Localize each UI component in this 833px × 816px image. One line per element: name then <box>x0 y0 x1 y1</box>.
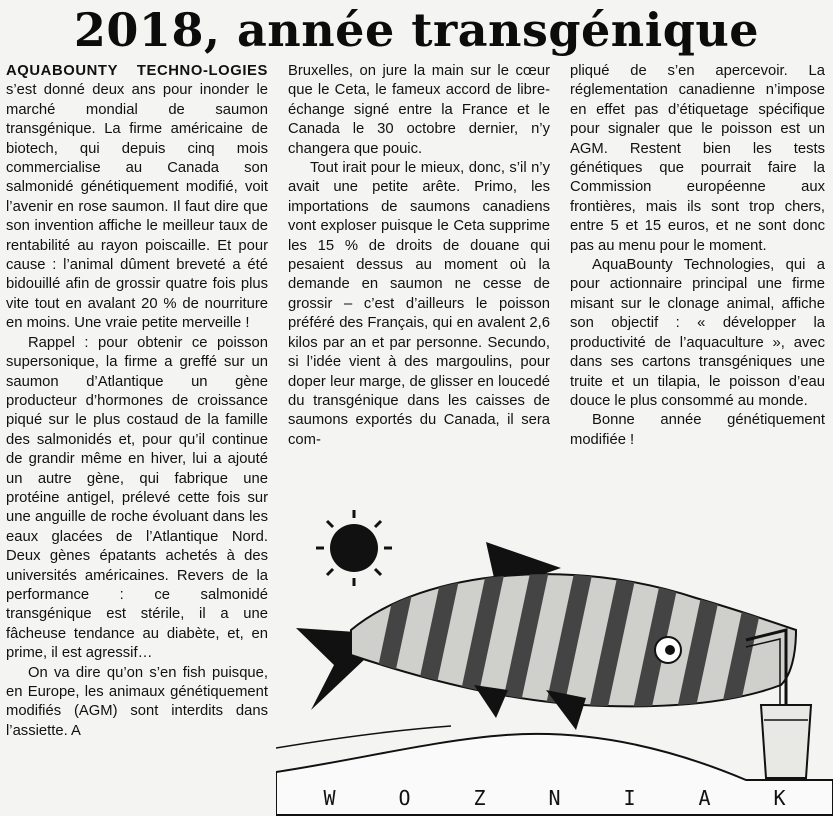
lead-in: AQUABOUNTY TECHNO-LOGIES <box>6 63 268 79</box>
glass-icon <box>761 705 811 778</box>
signature-letter: Z <box>473 786 486 810</box>
paragraph-5: Tout irait pour le mieux, donc, s’il n’y avait une petite arête. Primo, les importations de saumons canadiens vont exploser puisque le Ceta supprime les 15 % de droits de douane qui pesaient dessus au moment où la demande en saumon ne cesse de grossir – c’est d’ailleurs le poisson préféré des Français, qui en avalent 2,6 kilos par an et par personne. Secundo, si l’idée vient à des margoulins, pour doper leur marge, de glisser en loucedé du transgénique dans les caisses de saumons exportés du Canada, il sera com- <box>288 160 550 448</box>
paragraph-6: pliqué de s’en apercevoir. La réglementation canadienne n’impose en effet pas d’étiquetage spécifique pour signaler que le poisson est un AGM. Restent bien les tests génétiques que pourrait faire la Commission européenne aux frontières, mais ils sont trop chers, entre 5 et 15 euros, et ne sont donc pas au menu pour le moment. <box>570 63 825 254</box>
paragraph-3: On va dire qu’on s’en fish puisque, en Europe, les animaux génétiquement modifiés (AGM) sont interdits dans l’assiette. A <box>6 664 268 739</box>
signature-letter: A <box>698 786 711 810</box>
article-column-3 <box>570 62 825 450</box>
headline: 2018, année transgénique <box>73 3 760 57</box>
paragraph-2: Rappel : pour obtenir ce poisson supersonique, la firme a greffé sur un saumon d’Atlantique un gène producteur d’hormones de croissance piqué sur le plus costaud de la famille des salmonidés et, pour qu’il continue de grandir même en hiver, lui a ajouté un autre gène, qui fabrique une protéine antigel, prélevé cette fois sur une anguille de roche évoluant dans les eaux glacées de l’Atlantique Nord. Deux gènes épatants achetés à des universités américaines. Revers de la performance : ce salmonidé transgénique est stérile, il a une fâcheuse tendance au diabète, et, en prime, il est agressif… <box>6 334 268 662</box>
sun-icon <box>316 510 392 586</box>
signature-letter: O <box>398 786 411 810</box>
paragraph-4: Bruxelles, on jure la main sur le cœur que le Ceta, le fameux accord de libre-échange signé entre la France et le Canada le 30 octobre dernier, n’y changera que pouic. <box>288 63 550 157</box>
signature-letter: I <box>623 786 636 810</box>
article-column-1 <box>6 62 268 741</box>
paragraph-1-text: s’est donné deux ans pour inonder le marché mondial de saumon transgénique. La firme américaine de biotech, qui depuis cinq mois commercialise au Canada son salmonidé génétiquement modifié, voit l’avenir en rose saumon. Il faut dire que son invention affiche le meilleur taux de rentabilité au rayon poiscaille. Et pour cause : l’animal dûment breveté a été bidouillé afin de grossir quatre fois plus vite tout en avalant 20 % de nourriture en moins. Une vraie petite merveille ! <box>6 82 268 332</box>
cartoon-drawing <box>276 480 833 816</box>
fish-eye <box>655 637 681 663</box>
signature-letter: N <box>548 786 561 810</box>
paragraph-7: AquaBounty Technologies, qui a pour actionnaire principal une firme misant sur le clonage animal, affiche son objectif : « développer la productivité de l’aquaculture », avec dans ses cartons transgéniques une truite et un tilapia, le poisson d’eau douce le plus consommé au monde. <box>570 257 825 409</box>
fish-pelvic-fin <box>474 685 508 718</box>
artist-signature <box>276 786 833 810</box>
fish-illustration <box>276 480 833 816</box>
signature-letter: K <box>773 786 786 810</box>
article-column-2 <box>288 62 550 450</box>
paragraph-8: Bonne année génétiquement modifiée ! <box>570 412 825 448</box>
paragraph-1 <box>6 62 268 334</box>
fish-dorsal-fin <box>486 542 561 578</box>
signature-letter: W <box>323 786 336 810</box>
